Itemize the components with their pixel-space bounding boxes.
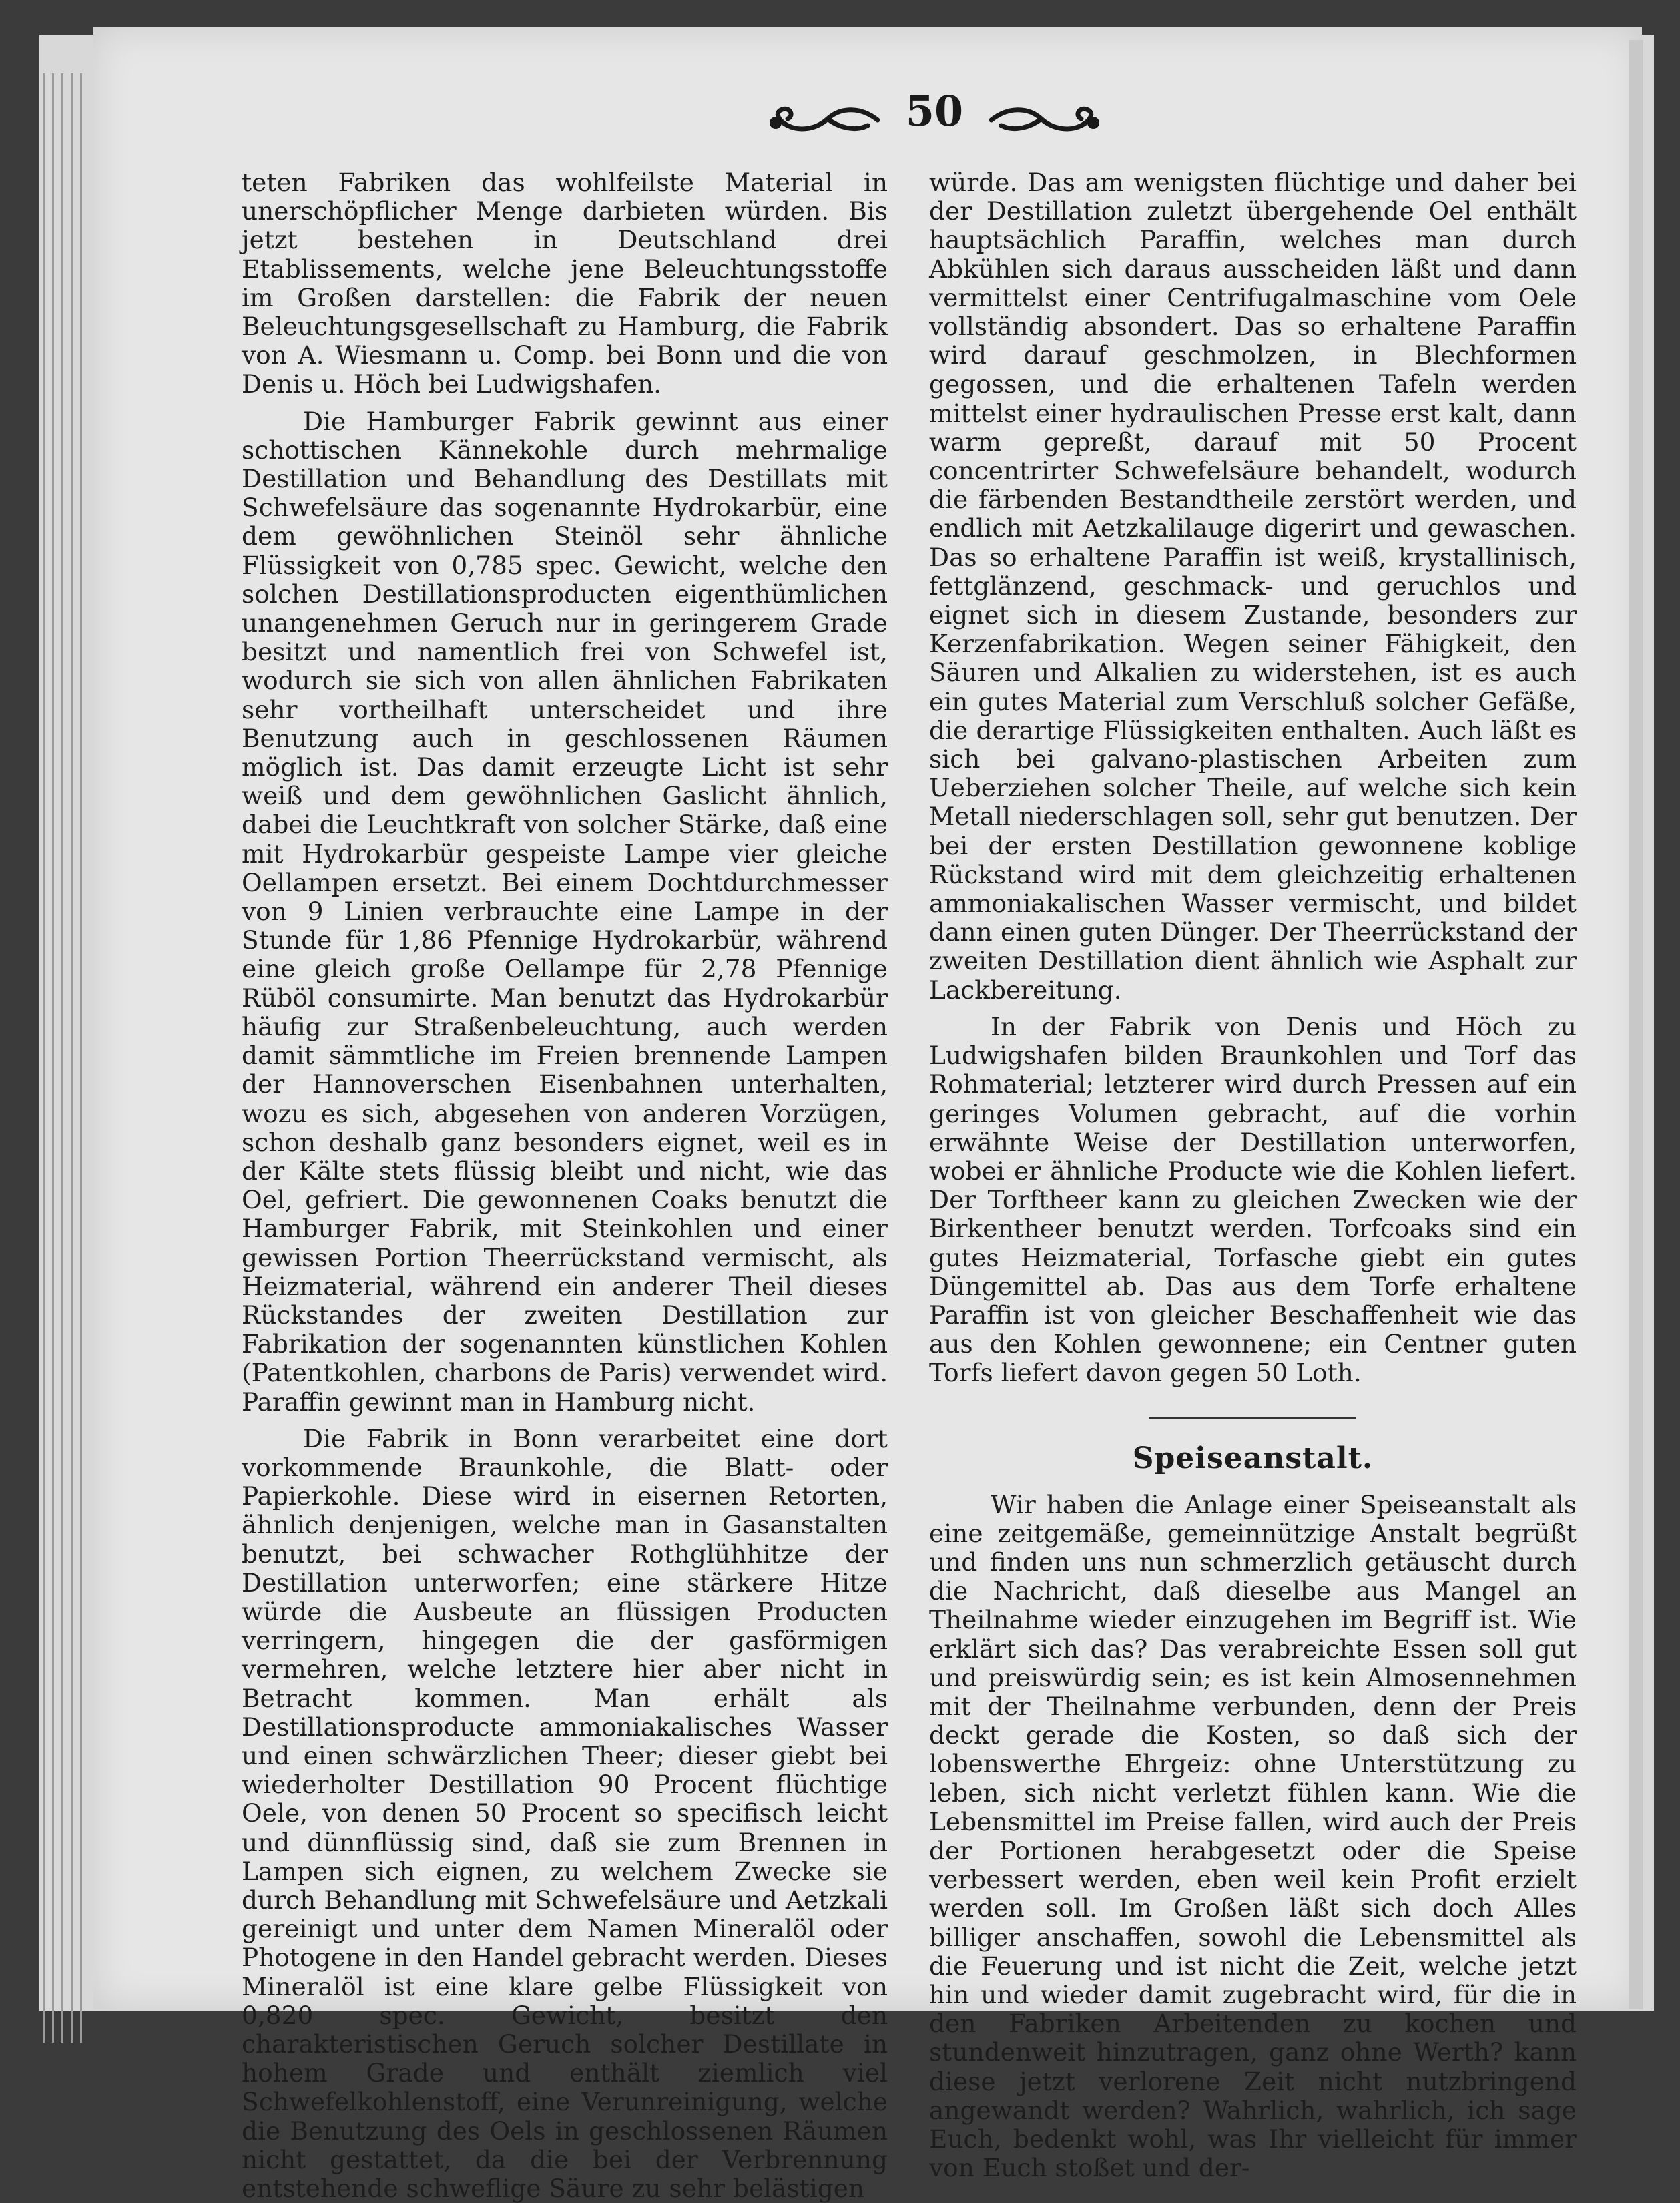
paragraph: Wir haben die Anlage einer Speiseanstalt als eine zeitgemäße, gemeinnützige Anstalt begrüßt und finden uns nun schmerzlich getäuscht durch die Nachricht, daß dieselbe aus Mangel an Theilnahme wieder einzugehen im Begriff ist. Wie erklärt sich das? Das verabreichte Essen soll gut und preiswürdig sein; es ist kein Almosennehmen mit der Theilnahme verbunden, denn der Preis deckt gerade die Kosten, so daß sich der lobenswerthe Ehrgeiz: ohne Unterstützung zu leben, sich nicht verletzt fühlen kann. Wie die Lebensmittel im Preise fallen, wird auch der Preis der Portionen herabgesetzt oder die Speise verbessert werden, eben weil kein Profit erzielt werden soll. Im Großen läßt sich doch Alles billiger anschaffen, sowohl die Lebensmittel als die Feuerung und ist nicht die Zeit, welche jetzt hin und wieder damit zugebracht wird, für die in den Fabriken Arbeitenden zu kochen und stundenweit hinzutragen, ganz ohne Werth? kann diese jetzt verlorene Zeit nicht nutzbringend angewandt werden? Wahrlich, wahrlich, ich sage Euch, bedenkt wohl, was Ihr vielleicht für immer von Euch stoßet und der- <box>929 1489 1577 2183</box>
left-column <box>242 168 888 2203</box>
ornament-flourish-right-icon <box>988 100 1108 140</box>
section-divider <box>1149 1417 1356 1419</box>
page-edge-line <box>43 73 45 2043</box>
paragraph: teten Fabriken das wohlfeilste Material in unerschöpflicher Menge darbieten würden. Bis jetzt bestehen in Deutschland drei Etablissements, welche jene Beleuchtungsstoffe im Großen darstellen: die Fabrik der neuen Beleuchtungsgesellschaft zu Hamburg, die Fabrik von A. Wiesmann u. Comp. bei Bonn und die von Denis u. Höch bei Ludwigshafen. <box>242 168 888 399</box>
paragraph: Die Fabrik in Bonn verarbeitet eine dort vorkommende Braunkohle, die Blatt- oder Papierkohle. Diese wird in eisernen Retorten, ähnlich denjenigen, welche man in Gasanstalten benutzt, bei schwacher Rothglühhitze der Destillation unterworfen; eine stärkere Hitze würde die Ausbeute an flüssigen Producten verringern, hingegen die der gasförmigen vermehren, welche letztere hier aber nicht in Betracht kommen. Man erhält als Destillationsproducte ammoniakalisches Wasser und einen schwärzlichen Theer; dieser giebt bei wiederholter Destillation 90 Procent flüchtige Oele, von denen 50 Procent so specifisch leicht und dünnflüssig sind, daß sie zum Brennen in Lampen sich eignen, zu welchem Zwecke sie durch Behandlung mit Schwefelsäure und Aetzkali gereinigt und unter dem Namen Mineralöl oder Photogene in den Handel gebracht werden. Dieses Mineralöl ist eine klare gelbe Flüssigkeit von 0,820 spec. Gewicht, besitzt den charakteristischen Geruch solcher Destillate in hohem Grade und enthält ziemlich viel Schwefelkohlenstoff, eine Verunreinigung, welche die Benutzung des Oels in geschlossenen Räumen nicht gestattet, da die bei der Verbrennung entstehende schweflige Säure zu sehr belästigen <box>242 1423 888 2203</box>
paragraph: In der Fabrik von Denis und Höch zu Ludwigshafen bilden Braunkohlen und Torf das Rohmaterial; letzterer wird durch Pressen auf ein geringes Volumen gebracht, auf die vorhin erwähnte Weise der Destillation unterworfen, wobei er ähnliche Producte wie die Kohlen liefert. Der Torftheer kann zu gleichen Zwecken wie der Birkentheer benutzt werden. Torfcoaks sind ein gutes Heizmaterial, Torfasche giebt ein gutes Düngemittel ab. Das aus dem Torfe erhaltene Paraffin ist von gleicher Beschaffenheit wie das aus den Kohlen gewonnene; ein Centner guten Torfs liefert davon gegen 50 Loth. <box>929 1011 1577 1388</box>
page-number: 50 <box>905 87 964 136</box>
page-edge-line <box>61 73 63 2043</box>
right-column <box>929 168 1577 2182</box>
section-title: Speiseanstalt. <box>1132 1441 1374 1475</box>
ornament-flourish-left-icon <box>761 100 881 140</box>
page-header <box>761 87 1108 147</box>
page-right-edge <box>1629 40 1643 2009</box>
page-edge-line <box>80 73 82 2043</box>
paragraph: Die Hamburger Fabrik gewinnt aus einer schottischen Kännekohle durch mehrmalige Destillation und Behandlung des Destillats mit Schwefelsäure das sogenannte Hydrokarbür, eine dem gewöhnlichen Steinöl sehr ähnliche Flüssigkeit von 0,785 spec. Gewicht, welche den solchen Destillationsproducten eigenthümlichen unangenehmen Geruch nur in geringerem Grade besitzt und namentlich frei von Schwefel ist, wodurch sie sich von allen ähnlichen Fabrikaten sehr vortheilhaft unterscheidet und ihre Benutzung auch in geschlossenen Räumen möglich ist. Das damit erzeugte Licht ist sehr weiß und dem gewöhnlichen Gaslicht ähnlich, dabei die Leuchtkraft von solcher Stärke, daß eine mit Hydrokarbür gespeiste Lampe vier gleiche Oellampen ersetzt. Bei einem Dochtdurchmesser von 9 Linien verbrauchte eine Lampe in der Stunde für 1,86 Pfennige Hydrokarbür, während eine gleich große Oellampe für 2,78 Pfennige Rüböl consumirte. Man benutzt das Hydrokarbür häufig zur Straßenbeleuchtung, auch werden damit sämmtliche im Freien brennende Lampen der Hannoverschen Eisenbahnen unterhalten, wozu es sich, abgesehen von anderen Vorzügen, schon deshalb ganz besonders eignet, weil es in der Kälte stets flüssig bleibt und nicht, wie das Oel, gefriert. Die gewonnenen Coaks benutzt die Hamburger Fabrik, mit Steinkohlen und einer gewissen Portion Theerrückstand vermischt, als Heizmaterial, während ein anderer Theil dieses Rückstandes der zweiten Destillation zur Fabrikation der sogenannten künstlichen Kohlen (Patentkohlen, charbons de Paris) verwendet wird. Paraffin gewinnt man in Hamburg nicht. <box>242 406 888 1417</box>
page-edge-line <box>52 73 54 2043</box>
page-edge-line <box>71 73 73 2043</box>
paragraph: würde. Das am wenigsten flüchtige und daher bei der Destillation zuletzt übergehende Oel enthält hauptsächlich Paraffin, welches man durch Abkühlen sich daraus ausscheiden läßt und dann vermittelst einer Centrifugalmaschine vom Oele vollständig absondert. Das so erhaltene Paraffin wird darauf geschmolzen, in Blechformen gegossen, und die erhaltenen Tafeln werden mittelst einer hydraulischen Presse erst kalt, dann warm gepreßt, darauf mit 50 Procent concentrirter Schwefelsäure behandelt, wodurch die färbenden Bestandtheile zerstört werden, und endlich mit Aetzkalilauge digerirt und gewaschen. Das so erhaltene Paraffin ist weiß, krystallinisch, fettglänzend, geschmack- und geruchlos und eignet sich in diesem Zustande, besonders zur Kerzenfabrikation. Wegen seiner Fähigkeit, den Säuren und Alkalien zu widerstehen, ist es auch ein gutes Material zum Verschluß solcher Gefäße, die derartige Flüssigkeiten enthalten. Auch läßt es sich bei galvano-plastischen Arbeiten zum Ueberziehen solcher Theile, auf welche sich kein Metall niederschlagen soll, sehr gut benutzen. Der bei der ersten Destillation gewonnene koblige Rückstand wird mit dem gleichzeitig erhaltenen ammoniakalischen Wasser vermischt, und bildet dann einen guten Dünger. Der Theerrückstand der zweiten Destillation dient ähnlich wie Asphalt zur Lackbereitung. <box>929 168 1577 1005</box>
